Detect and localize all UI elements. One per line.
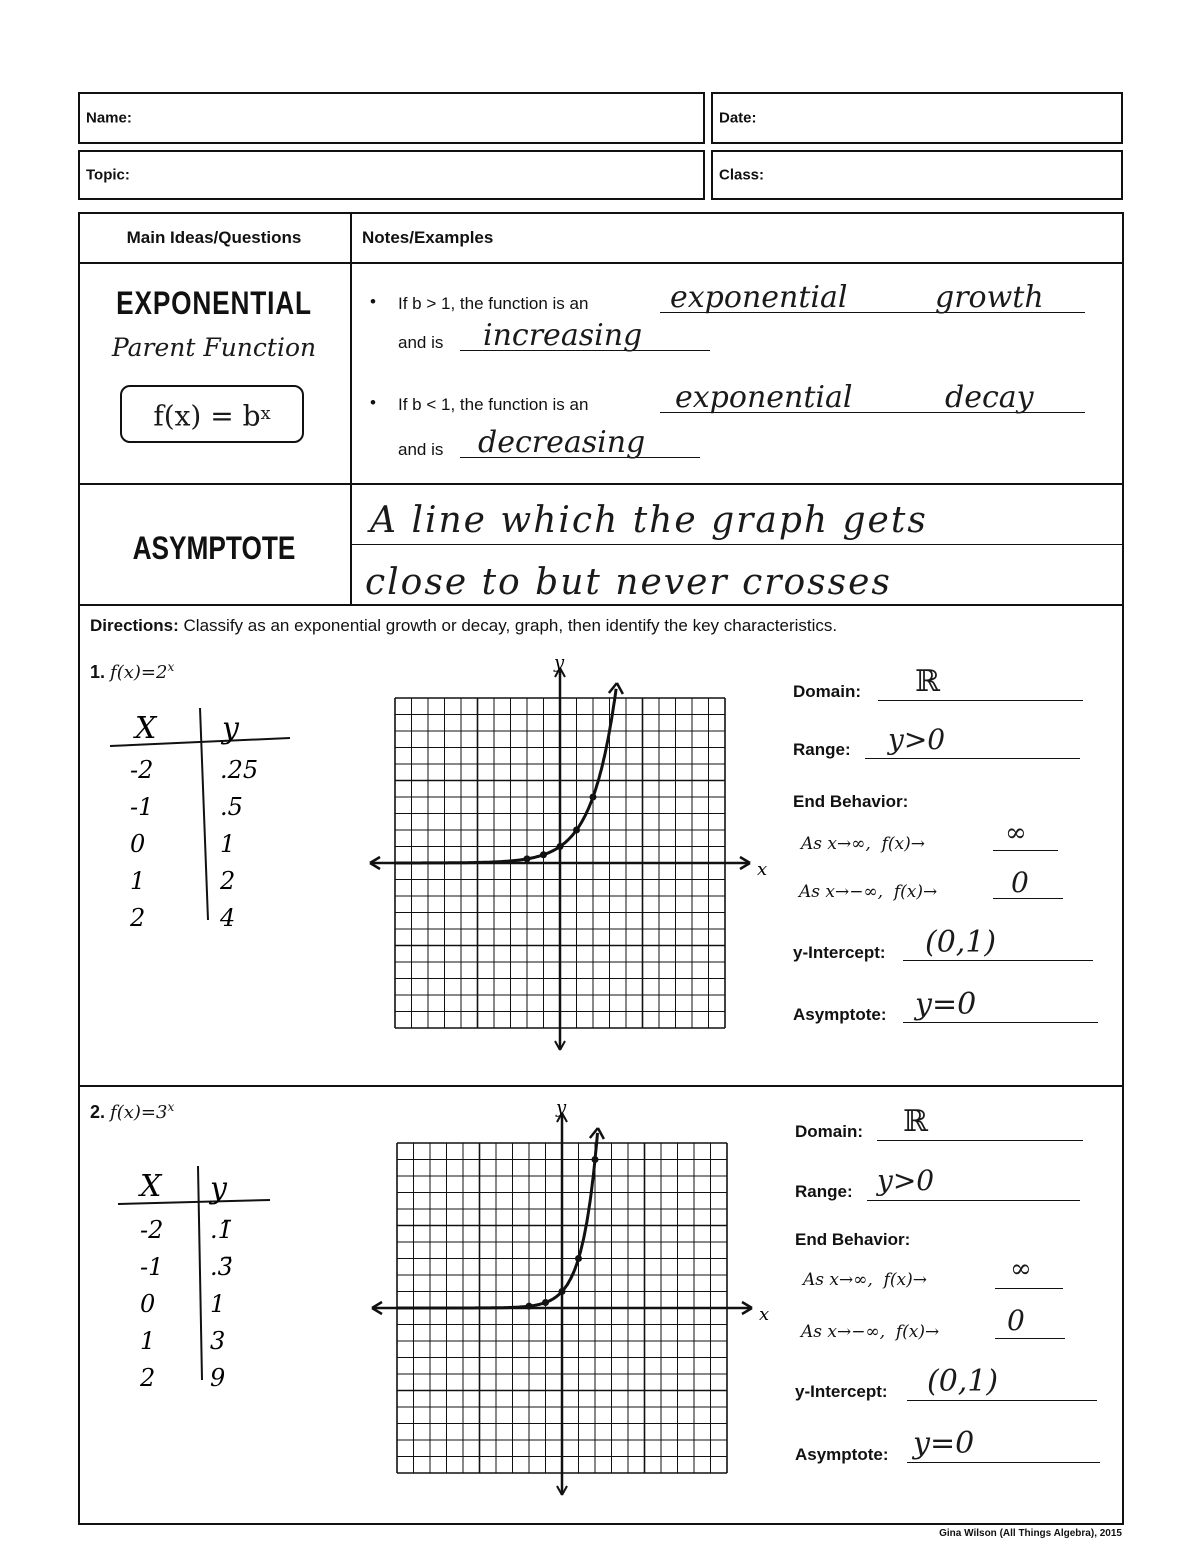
table-y-cell: 4 bbox=[220, 904, 236, 932]
problem-2-number: 2. bbox=[90, 1102, 106, 1122]
problem-2-end1-label: As x→∞, f(x)→ bbox=[803, 1270, 927, 1290]
problem-1-asym-value: y=0 bbox=[915, 987, 977, 1022]
problem-2-end1-value: ∞ bbox=[1010, 1254, 1032, 1284]
directions bbox=[90, 616, 837, 636]
table-1-rows bbox=[129, 756, 258, 932]
problem-2-domain-label: Domain: bbox=[795, 1122, 863, 1141]
problem-1-yint-label bbox=[793, 943, 886, 963]
plotted-point bbox=[559, 1288, 566, 1295]
table-x-cell: 2 bbox=[140, 1364, 156, 1392]
table-x-cell: 1 bbox=[140, 1327, 156, 1355]
problem-2-header bbox=[90, 1100, 174, 1123]
table-2-head-x: X bbox=[140, 1169, 162, 1204]
bullet-2-answer-3: decreasing bbox=[478, 425, 646, 460]
table-1-vline bbox=[200, 708, 208, 920]
problem-2-table bbox=[110, 1160, 310, 1410]
table-x-cell: 0 bbox=[130, 830, 146, 858]
plotted-point bbox=[590, 794, 597, 801]
problem-1-table bbox=[100, 700, 300, 940]
asymptote-definition-1: A line which the graph gets bbox=[370, 500, 928, 541]
problem-1-range-value: y>0 bbox=[888, 723, 946, 756]
table-y-cell: .3̄ bbox=[210, 1253, 233, 1281]
bullet-1-text: If b > 1, the function is an bbox=[398, 294, 589, 313]
table-x-cell: 2 bbox=[130, 904, 146, 932]
table-2-rows bbox=[139, 1216, 233, 1392]
table-2-vline bbox=[198, 1166, 202, 1380]
problem-2-function: f(x)=3 bbox=[110, 1102, 168, 1123]
problem-2-asym-value: y=0 bbox=[913, 1426, 975, 1461]
plotted-point bbox=[575, 1255, 582, 1262]
name-field[interactable] bbox=[78, 92, 705, 144]
problem-1-end1-label: As x→∞, f(x)→ bbox=[801, 834, 925, 854]
problem-1-end2-value: 0 bbox=[1011, 866, 1029, 899]
table-x-cell: 0 bbox=[140, 1290, 156, 1318]
table-y-cell: 3 bbox=[210, 1327, 226, 1355]
formula-exponent: x bbox=[260, 403, 271, 424]
row-divider-problem1 bbox=[78, 1085, 1124, 1087]
bullet-1-answer-2: growth bbox=[935, 280, 1044, 315]
table-y-cell: 2 bbox=[220, 867, 236, 895]
problem-1-header bbox=[90, 660, 174, 683]
problem-2-end-label: End Behavior: bbox=[795, 1230, 911, 1249]
bullet-2-answer-2: decay bbox=[945, 380, 1034, 415]
problem-1-yint-text: y-Intercept: bbox=[793, 943, 886, 962]
problem-1-graph bbox=[360, 650, 770, 1070]
asymptote-definition-2: close to but never crosses bbox=[365, 562, 892, 603]
formula-box bbox=[120, 385, 304, 443]
bullet-1-and: and is bbox=[398, 333, 444, 352]
row-divider-exponential bbox=[78, 483, 1124, 485]
table-y-cell: 1 bbox=[220, 830, 236, 858]
problem-2-asym-label: Asymptote: bbox=[795, 1445, 889, 1464]
bullet-1-answer-1: exponential bbox=[670, 280, 848, 315]
exponential-subtitle: Parent Function bbox=[111, 333, 317, 362]
problem-1-range-label: Range: bbox=[793, 740, 851, 759]
problem-2-range-label: Range: bbox=[795, 1182, 853, 1201]
row-divider-header bbox=[78, 262, 1124, 264]
table-x-cell: -2 bbox=[140, 1216, 164, 1244]
x-axis-label: x bbox=[757, 859, 768, 880]
plotted-point bbox=[526, 1303, 533, 1310]
plotted-point bbox=[557, 843, 564, 850]
problem-1-end2-label: As x→−∞, f(x)→ bbox=[799, 882, 938, 902]
x-axis-label: x bbox=[759, 1304, 770, 1325]
problem-1-yint-value: (0,1) bbox=[925, 925, 997, 960]
footer-credit: Gina Wilson (All Things Algebra), 2015 bbox=[939, 1528, 1122, 1539]
bullet-2-answer-1: exponential bbox=[675, 380, 853, 415]
problem-2-yint-label: y-Intercept: bbox=[795, 1382, 888, 1401]
directions-label: Directions: bbox=[90, 616, 179, 635]
problem-1-domain-label: Domain: bbox=[793, 682, 861, 701]
problem-1-end1-value: ∞ bbox=[1005, 818, 1027, 848]
directions-text: Classify as an exponential growth or decay, graph, then identify the key characteristics. bbox=[183, 616, 838, 635]
plotted-point bbox=[592, 1156, 599, 1163]
class-label: Class: bbox=[719, 166, 765, 184]
problem-2-end2-value: 0 bbox=[1007, 1304, 1025, 1337]
problem-2-function-exp: x bbox=[167, 1100, 175, 1114]
name-label: Name: bbox=[86, 109, 132, 127]
exponential-title: EXPONENTIAL bbox=[116, 285, 312, 321]
table-y-cell: .1̄ bbox=[210, 1216, 233, 1244]
topic-field[interactable] bbox=[78, 150, 705, 200]
problem-1-domain-blank bbox=[878, 680, 1083, 701]
problem-2-range-value: y>0 bbox=[877, 1164, 935, 1197]
plotted-point bbox=[542, 1299, 549, 1306]
table-x-cell: -1 bbox=[130, 793, 154, 821]
date-field[interactable] bbox=[711, 92, 1123, 144]
topic-label: Topic: bbox=[86, 166, 130, 184]
table-x-cell: -2 bbox=[130, 756, 154, 784]
problem-1-end-label: End Behavior: bbox=[793, 792, 909, 811]
table-y-cell: 1 bbox=[210, 1290, 226, 1318]
problem-2-graph bbox=[362, 1095, 772, 1515]
problem-2-answers bbox=[795, 1100, 1105, 1500]
problem-1-number: 1. bbox=[90, 662, 106, 682]
bullet-2-dot: • bbox=[370, 393, 376, 412]
table-x-cell: -1 bbox=[140, 1253, 164, 1281]
column-header-left: Main Ideas/Questions bbox=[126, 228, 302, 247]
column-divider bbox=[350, 212, 352, 606]
table-y-cell: .5 bbox=[220, 793, 243, 821]
problem-1-asym-label: Asymptote: bbox=[793, 1005, 887, 1024]
table-1-head-x: X bbox=[135, 711, 157, 746]
bullet-2-text: If b < 1, the function is an bbox=[398, 395, 589, 414]
column-header-right: Notes/Examples bbox=[362, 228, 494, 247]
bullet-1-dot: • bbox=[370, 292, 376, 311]
problem-2-yint-value: (0,1) bbox=[927, 1364, 999, 1399]
plotted-point bbox=[573, 827, 580, 834]
bullet-1-answer-3: increasing bbox=[483, 318, 643, 353]
formula-text: f(x) = b bbox=[153, 399, 261, 433]
table-y-cell: 9 bbox=[210, 1364, 226, 1392]
asymptote-title: ASYMPTOTE bbox=[132, 530, 296, 566]
problem-2-end2-label: As x→−∞, f(x)→ bbox=[801, 1322, 940, 1342]
problem-1-function-exp: x bbox=[167, 660, 175, 674]
class-field[interactable] bbox=[711, 150, 1123, 200]
problem-2-end2-blank bbox=[995, 1318, 1065, 1339]
table-1-head-y: y bbox=[222, 711, 239, 746]
table-x-cell: 1 bbox=[130, 867, 146, 895]
y-axis-label: y bbox=[554, 652, 565, 673]
problem-1-function: f(x)=2 bbox=[110, 662, 168, 683]
problem-1-domain-value: ℝ bbox=[915, 664, 940, 699]
bullet-2-and: and is bbox=[398, 440, 444, 459]
date-label: Date: bbox=[719, 109, 757, 127]
problem-2-domain-value: ℝ bbox=[903, 1104, 928, 1139]
y-axis-label: y bbox=[556, 1097, 567, 1118]
problem-1-answers bbox=[793, 660, 1103, 1060]
table-2-head-y: y bbox=[210, 1171, 227, 1206]
plotted-point bbox=[540, 851, 547, 858]
table-y-cell: .25 bbox=[220, 756, 259, 784]
plotted-point bbox=[524, 855, 531, 862]
